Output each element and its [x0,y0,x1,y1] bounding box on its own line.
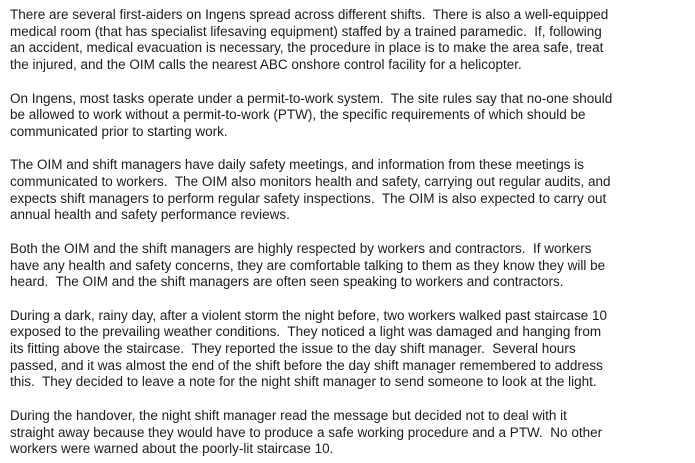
text-line: During a dark, rainy day, after a violent storm the night before, two workers walked past staircase 10 [10,307,608,323]
text-line: During the handover, the night shift manager read the message but decided not to deal with it [10,407,567,423]
text-line: exposed to the prevailing weather conditions. They noticed a light was damaged and hanging from [10,324,602,340]
text-line: annual health and safety performance reviews. [10,207,290,223]
paragraph-staircase-incident [10,308,689,392]
text-line: medical room (that has specialist lifesaving equipment) staffed by a trained paramedic. If, following [10,23,602,39]
text-line: There are several first-aiders on Ingens spread across different shifts. There is also a well-equipped [10,7,609,22]
paragraph-permit-to-work [10,91,689,141]
text-line: passed, and it was almost the end of the shift before the day shift manager remembered to address [10,357,603,373]
text-line: expects shift managers to perform regular safety inspections. The OIM is also expected to carry out [10,190,607,206]
text-line: communicated prior to starting work. [10,123,228,139]
text-line: The OIM and shift managers have daily safety meetings, and information from these meetings is [10,157,585,173]
text-line: be allowed to work without a permit-to-work (PTW), the specific requirements of which should be [10,107,586,123]
paragraph-handover [10,408,689,458]
text-line: communicated to workers. The OIM also monitors health and safety, carrying out regular audits, and [10,174,611,189]
text-line: its fitting above the staircase. They reported the issue to the day shift manager. Several hours [10,341,576,356]
paragraph-safety-meetings [10,157,689,224]
text-line: an accident, medical evacuation is necessary, the procedure in place is to make the area safe, treat [10,40,604,56]
text-line: straight away because they would have to produce a safe working procedure and a PTW. No other [10,424,603,440]
text-line: workers were warned about the poorly-lit staircase 10. [10,441,334,457]
text-line: heard. The OIM and the shift managers are often seen speaking to workers and contractors. [10,274,564,290]
paragraph-respected-managers [10,241,689,291]
text-line: have any health and safety concerns, they are comfortable talking to them as they know they will be [10,257,606,273]
text-line: this. They decided to leave a note for the night shift manager to send someone to look at the light. [10,374,597,390]
text-line: Both the OIM and the shift managers are highly respected by workers and contractors. If workers [10,240,592,256]
paragraph-first-aiders [10,7,689,74]
text-line: On Ingens, most tasks operate under a permit-to-work system. The site rules say that no-one should [10,90,613,106]
text-line: the injured, and the OIM calls the nearest ABC onshore control facility for a helicopter. [10,57,522,73]
